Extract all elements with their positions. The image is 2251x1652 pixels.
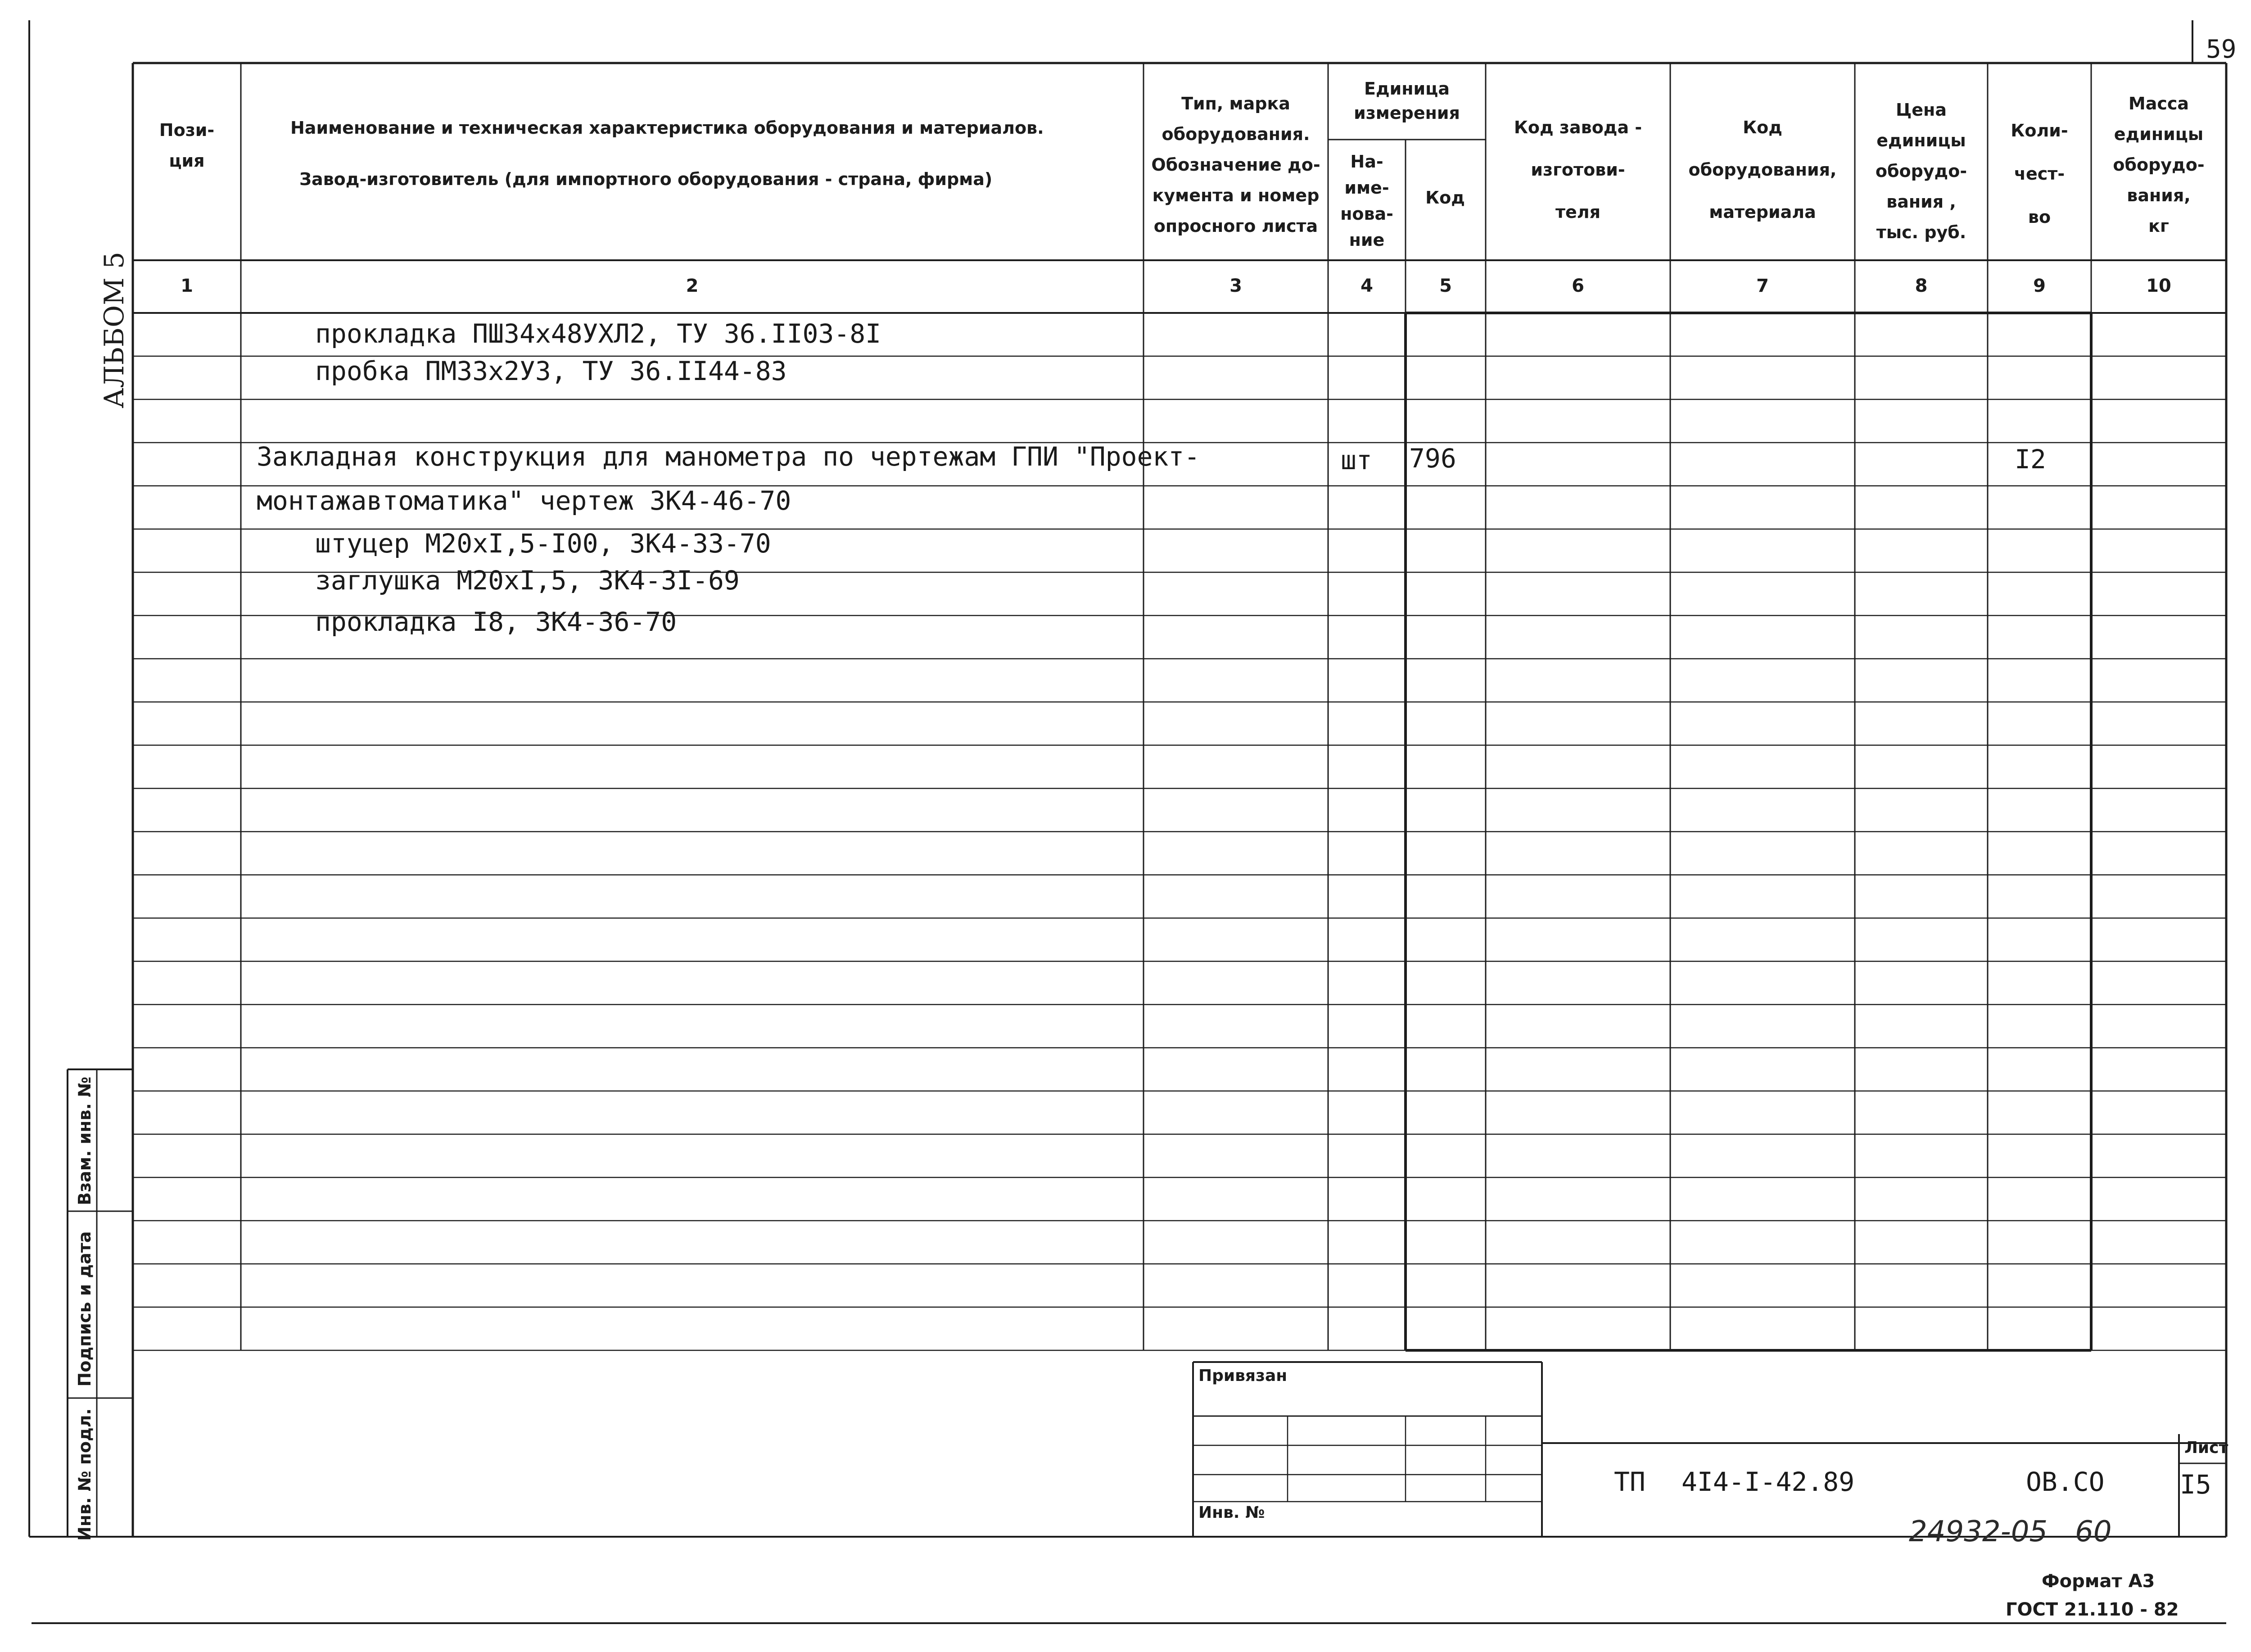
gost-label: ГОСТ 21.110 - 82 [2006,1599,2179,1620]
header-unit-name: На- име- нова- ние [1340,152,1393,250]
header-name-line1: Наименование и техническая характеристика оборудования и материалов. [290,118,1044,138]
column-number: 4 [1361,276,1373,296]
column-number: 6 [1572,276,1584,296]
row-name: прокладка ПШ34х48УХЛ2, ТУ 36.II03-8I [315,318,881,349]
header-position: Пози- ция [159,120,215,171]
header-price: Цена единицы оборудо- вания , тыс. руб. [1875,100,1967,242]
album-label: АЛЬБОМ 5 [99,252,130,408]
page-number: 59 [2206,35,2237,64]
column-number: 2 [686,276,699,296]
header-quantity: Коли- чест- во [2011,121,2068,227]
header-unit-code: Код [1425,188,1465,208]
list-label: Лист [2184,1439,2228,1457]
header-equipment-code: Код оборудования, материала [1688,118,1837,222]
row-name: пробка ПМ33х2УЗ, ТУ 36.II44-83 [315,356,787,386]
row-name: штуцер М20хI,5-I00, ЗК4-33-70 [315,528,771,559]
format-label: Формат А3 [2042,1571,2155,1592]
privyazan-label: Привязан [1198,1367,1288,1385]
column-number: 10 [2146,276,2171,296]
row-unit-code: 796 [1409,443,1456,474]
row-name: заглушка М20хI,5, ЗК4-3I-69 [315,565,740,596]
header-factory-code: Код завода - изготови- теля [1514,118,1642,222]
row-name: Закладная конструкция для манометра по чертежам ГПИ "Проект- [257,441,1200,472]
inv-no-label: Инв. № [1198,1503,1265,1522]
stamp-signature-date: Подпись и дата [75,1231,95,1387]
column-number: 1 [181,276,193,296]
stamp-vzam-inv: Взам. инв. № [75,1077,95,1205]
list-number: I5 [2180,1469,2211,1500]
column-number: 7 [1756,276,1769,296]
row-name: прокладка I8, ЗК4-36-70 [315,606,677,637]
stamp-inv-podl: Инв. № подл. [75,1408,95,1541]
tp-label: ТП [1614,1466,1645,1497]
row-unit: шт [1341,445,1372,475]
header-mass: Масса единицы оборудо- вания, кг [2113,94,2205,236]
header-type: Тип, марка оборудования. Обозначение до- кумента и номер опросного листа [1151,94,1320,236]
column-number: 5 [1439,276,1452,296]
row-name: монтажавтоматика" чертеж ЗК4-46-70 [257,485,791,516]
document-number: 4I4-I-42.89 [1681,1466,1855,1497]
column-number: 9 [2033,276,2046,296]
handwritten-note: 24932-05 60 [1909,1515,2112,1548]
header-unit-group: Единица измерения [1354,79,1460,123]
header-name-line2: Завод-изготовитель (для импортного оборудования - страна, фирма) [299,169,993,189]
row-quantity: I2 [2015,444,2046,475]
column-number: 8 [1915,276,1928,296]
sheet-code: ОВ.СО [2026,1466,2105,1497]
column-number: 3 [1229,276,1242,296]
